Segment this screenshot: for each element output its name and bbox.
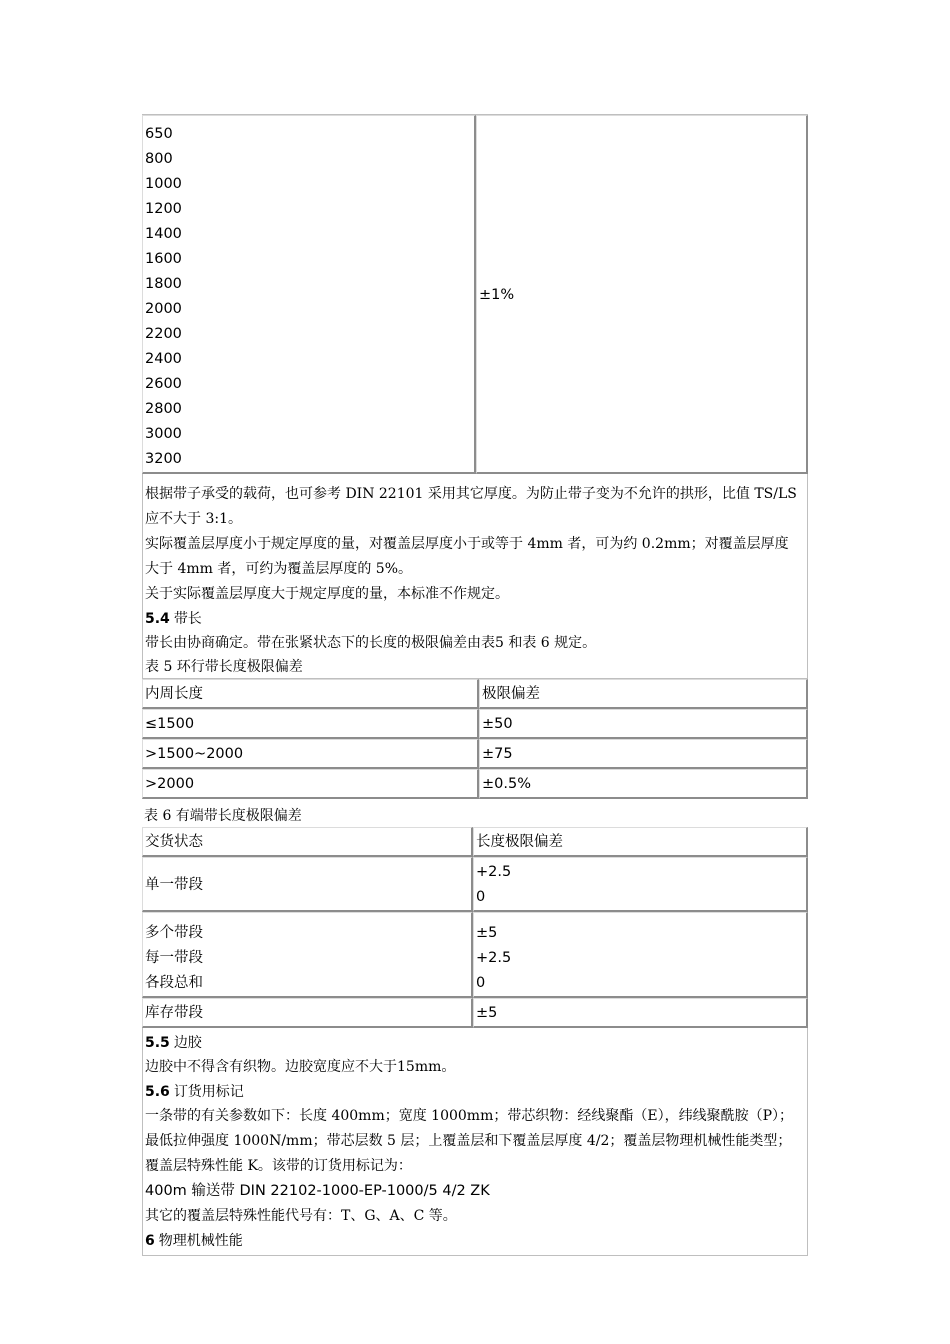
deviation-line: 0 — [476, 889, 486, 905]
table5-cell: ±50 — [479, 709, 808, 739]
table5-header-row — [142, 679, 808, 709]
section-5-4-heading — [143, 607, 807, 631]
state-line: 各段总和 — [145, 975, 203, 991]
other-codes: 其它的覆盖层特殊性能代号有：T、G、A、C 等。 — [145, 1208, 457, 1224]
table6 — [142, 827, 808, 1028]
section-5-6-heading — [143, 1080, 807, 1104]
paragraph-cover-thickness — [143, 532, 807, 582]
order-mark: 400m 输送带 DIN 22102-1000-EP-1000/5 4/2 ZK — [145, 1183, 490, 1199]
section-number: 5.6 — [145, 1084, 170, 1100]
table5-cell: ±75 — [479, 739, 808, 769]
table-row — [142, 857, 808, 912]
paragraph-ratio-line1: 根据带子承受的载荷，也可参考 DIN 22101 采用其它厚度。为防止带子变为不允许的拱形，比值 TS/LS — [145, 486, 797, 502]
table5 — [142, 679, 808, 799]
section-title: 边胶 — [173, 1035, 202, 1051]
table6-cell-state: 单一带段 — [142, 857, 473, 912]
width-tolerance-table — [142, 114, 808, 474]
table6-header-deviation: 长度极限偏差 — [473, 827, 808, 857]
text-block-2 — [142, 1028, 808, 1256]
width-tolerance-value: ±1% — [479, 286, 515, 303]
table5-header-deviation: 极限偏差 — [479, 679, 808, 709]
table-row — [142, 709, 808, 739]
width-value: 2200 — [145, 326, 182, 342]
width-list — [145, 122, 472, 472]
section-title: 订货用标记 — [173, 1084, 244, 1100]
width-value: 2600 — [145, 376, 182, 392]
section-5-6-line1: 一条带的有关参数如下：长度 400mm；宽度 1000mm；带芯织物：经线聚酯（E），纬线聚酰胺（P）； — [145, 1108, 793, 1124]
table5-cell: ±0.5% — [479, 769, 808, 799]
width-value: 2800 — [145, 401, 182, 417]
table5-header-length: 内周长度 — [142, 679, 479, 709]
section-number: 5.4 — [145, 611, 170, 627]
section-title: 物理机械性能 — [158, 1233, 243, 1249]
width-value: 2400 — [145, 351, 182, 367]
table-row — [142, 769, 808, 799]
text-block-1 — [142, 474, 808, 679]
table6-cell-deviation — [473, 857, 808, 912]
width-value: 3000 — [145, 426, 182, 442]
section-number: 6 — [145, 1233, 155, 1249]
section-5-6-line3: 覆盖层特殊性能 K。该带的订货用标记为： — [145, 1158, 412, 1174]
section-title: 带长 — [173, 611, 202, 627]
paragraph-ratio-line2: 应不大于 3:1。 — [145, 511, 242, 527]
paragraph-ratio — [143, 482, 807, 532]
section-6-heading — [143, 1229, 807, 1253]
state-line: 多个带段 — [145, 925, 203, 941]
width-value: 3200 — [145, 451, 182, 467]
width-value: 1400 — [145, 226, 182, 242]
deviation-line: +2.5 — [476, 864, 512, 880]
table6-cell-deviation — [473, 912, 808, 998]
width-value: 1200 — [145, 201, 182, 217]
section-5-6-line2: 最低拉伸强度 1000N/mm；带芯层数 5 层；上覆盖层和下覆盖层厚度 4/2；覆盖层物理机械性能类型； — [145, 1133, 792, 1149]
table-row — [142, 912, 808, 998]
table5-cell: >2000 — [142, 769, 479, 799]
document-page — [142, 114, 808, 1256]
table-row — [142, 739, 808, 769]
table-row — [142, 998, 808, 1028]
width-value: 2000 — [145, 301, 182, 317]
deviation-line: +2.5 — [476, 950, 512, 966]
width-value: 650 — [145, 126, 173, 142]
width-value: 1600 — [145, 251, 182, 267]
deviation-line: ±5 — [476, 925, 498, 941]
width-tolerance-cell — [476, 115, 808, 474]
width-value: 800 — [145, 151, 173, 167]
table6-cell-state: 库存带段 — [142, 998, 473, 1028]
section-5-6-paragraph — [143, 1104, 807, 1179]
deviation-line: 0 — [476, 975, 486, 991]
paragraph-cover-line1: 实际覆盖层厚度小于规定厚度的量，对覆盖层厚度小于或等于 4mm 者，可为约 0.2mm；对覆盖层厚度 — [145, 536, 789, 552]
table6-header-state: 交货状态 — [142, 827, 473, 857]
width-values-cell — [142, 115, 476, 474]
section-number: 5.5 — [145, 1035, 170, 1051]
paragraph-cover-excess: 关于实际覆盖层厚度大于规定厚度的量，本标准不作规定。 — [145, 586, 509, 602]
table6-caption: 表 6 有端带长度极限偏差 — [144, 808, 302, 824]
state-line: 每一带段 — [145, 950, 203, 966]
paragraph-cover-line2: 大于 4mm 者，可约为覆盖层厚度的 5%。 — [145, 561, 413, 577]
table6-cell-state — [142, 912, 473, 998]
table5-cell: >1500~2000 — [142, 739, 479, 769]
table5-caption: 表 5 环行带长度极限偏差 — [145, 659, 303, 675]
section-5-4-text: 带长由协商确定。带在张紧状态下的长度的极限偏差由表5 和表 6 规定。 — [145, 635, 597, 651]
width-value: 1000 — [145, 176, 182, 192]
width-value: 1800 — [145, 276, 182, 292]
table6-cell-deviation: ±5 — [473, 998, 808, 1028]
section-5-5-heading — [143, 1031, 807, 1055]
table5-cell: ≤1500 — [142, 709, 479, 739]
section-5-5-text: 边胶中不得含有织物。边胶宽度应不大于15mm。 — [145, 1059, 456, 1075]
table6-header-row — [142, 827, 808, 857]
